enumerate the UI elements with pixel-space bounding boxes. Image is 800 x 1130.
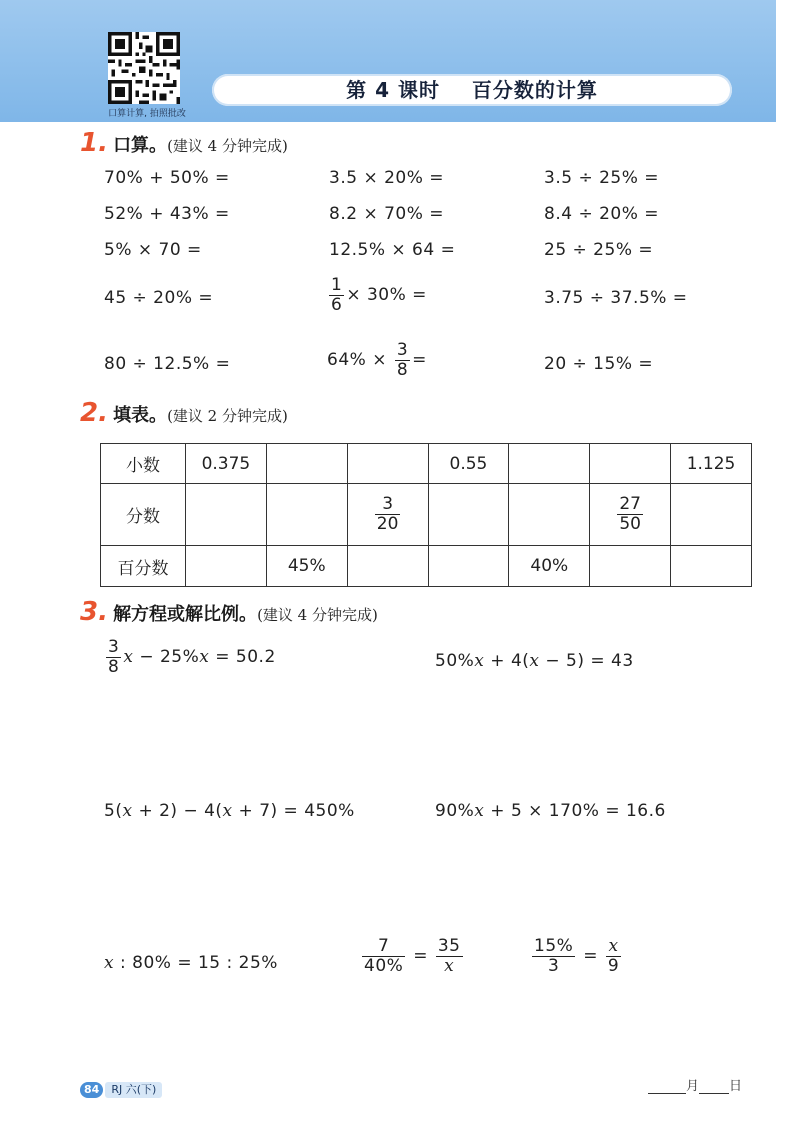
row-header: 百分数 (101, 546, 186, 587)
section3-heading (80, 597, 378, 627)
fraction: $\frac{3}{8}$ (108, 637, 120, 677)
proportion-3: $\frac{15\%}{3}$ = $\frac{x}{9}$ (534, 936, 620, 976)
table-cell[interactable] (590, 444, 671, 484)
row-header: 分数 (101, 484, 186, 546)
table-cell: 1.125 (671, 444, 752, 484)
table-row-percent (101, 546, 752, 587)
table-cell[interactable] (671, 546, 752, 587)
lesson-label: 第 4 课时 (346, 78, 440, 102)
month-label: 月 (686, 1079, 700, 1094)
table-cell[interactable] (266, 484, 347, 546)
problem-r5c1: 80 ÷ 12.5% = (104, 354, 231, 374)
problem-r5c3: 20 ÷ 15% = (544, 354, 654, 374)
section-title: 填表。 (113, 405, 168, 426)
section-number: 1. (80, 128, 108, 158)
qr-code-icon[interactable] (108, 32, 180, 104)
problem-r4c3: 3.75 ÷ 37.5% = (544, 288, 688, 308)
table-cell[interactable] (509, 484, 590, 546)
section-note: (建议 4 分钟完成) (257, 606, 378, 624)
section-title: 解方程或解比例。 (113, 604, 258, 625)
table-cell[interactable] (266, 444, 347, 484)
day-label: 日 (729, 1079, 743, 1094)
page-edge (776, 0, 800, 1130)
section2-heading (80, 398, 288, 428)
table-cell[interactable] (347, 546, 428, 587)
problem-r2c2: 8.2 × 70% = (329, 204, 445, 224)
problem-r1c2: 3.5 × 20% = (329, 168, 445, 188)
table-row-fraction (101, 484, 752, 546)
fraction: $\frac{15\%}{3}$ (534, 936, 574, 976)
grade-label: RJ 六(下) (105, 1082, 162, 1098)
fraction: $\frac{3}{20}$ (376, 494, 399, 534)
date-line (648, 1075, 742, 1094)
table-cell (347, 484, 428, 546)
table-cell[interactable] (590, 546, 671, 587)
page-number: 84 (80, 1082, 103, 1098)
table-cell: 40% (509, 546, 590, 587)
table-row-decimal (101, 444, 752, 484)
problem-r4c2: $\frac{1}{6}$ × 30% = (331, 275, 427, 315)
table-cell[interactable] (428, 484, 509, 546)
page-title (212, 74, 732, 106)
table-cell[interactable] (186, 546, 267, 587)
section-note: (建议 4 分钟完成) (167, 137, 288, 155)
problem-r3c2: 12.5% × 64 = (329, 240, 456, 260)
equation-4: 90%x + 5 × 170% = 16.6 (435, 801, 666, 821)
topic-label: 百分数的计算 (471, 78, 598, 102)
problem-r1c3: 3.5 ÷ 25% = (544, 168, 660, 188)
fraction: $\frac{x}{9}$ (607, 936, 620, 976)
fraction: $\frac{7}{40\%}$ (364, 936, 404, 976)
fraction: $\frac{27}{50}$ (619, 494, 641, 534)
conversion-table (100, 443, 752, 587)
table-cell: 45% (266, 546, 347, 587)
section-number: 2. (80, 398, 108, 428)
problem-r2c3: 8.4 ÷ 20% = (544, 204, 660, 224)
section1-heading (80, 128, 288, 158)
equation-1: $\frac{3}{8}$ x − 25%x = 50.2 (108, 637, 276, 677)
problem-r4c1: 45 ÷ 20% = (104, 288, 214, 308)
qr-caption: 口算计算, 拍照批改 (108, 109, 186, 119)
table-cell[interactable] (428, 546, 509, 587)
table-cell[interactable] (671, 484, 752, 546)
equation-2: 50%x + 4(x − 5) = 43 (435, 651, 634, 671)
row-header: 小数 (101, 444, 186, 484)
table-cell (590, 484, 671, 546)
section-title: 口算。 (113, 135, 168, 156)
table-cell[interactable] (347, 444, 428, 484)
section-number: 3. (80, 597, 108, 627)
problem-r1c1: 70% + 50% = (104, 168, 230, 188)
proportion-1: x : 80% = 15 : 25% (104, 953, 278, 973)
problem-r5c2: 64% × $\frac{3}{8}$ = (327, 340, 427, 380)
problem-r2c1: 52% + 43% = (104, 204, 230, 224)
fraction: $\frac{35}{x}$ (437, 936, 461, 976)
month-blank[interactable] (648, 1079, 686, 1094)
table-cell: 0.375 (186, 444, 267, 484)
fraction: $\frac{3}{8}$ (396, 340, 409, 380)
proportion-2: $\frac{7}{40\%}$ = $\frac{35}{x}$ (364, 936, 461, 976)
equation-3: 5(x + 2) − 4(x + 7) = 450% (104, 801, 355, 821)
table-cell[interactable] (186, 484, 267, 546)
problem-r3c1: 5% × 70 = (104, 240, 202, 260)
fraction: $\frac{1}{6}$ (331, 275, 343, 315)
table-cell[interactable] (509, 444, 590, 484)
problem-r3c3: 25 ÷ 25% = (544, 240, 654, 260)
day-blank[interactable] (699, 1079, 729, 1094)
section-note: (建议 2 分钟完成) (167, 407, 288, 425)
table-cell: 0.55 (428, 444, 509, 484)
page-badge (80, 1078, 162, 1094)
